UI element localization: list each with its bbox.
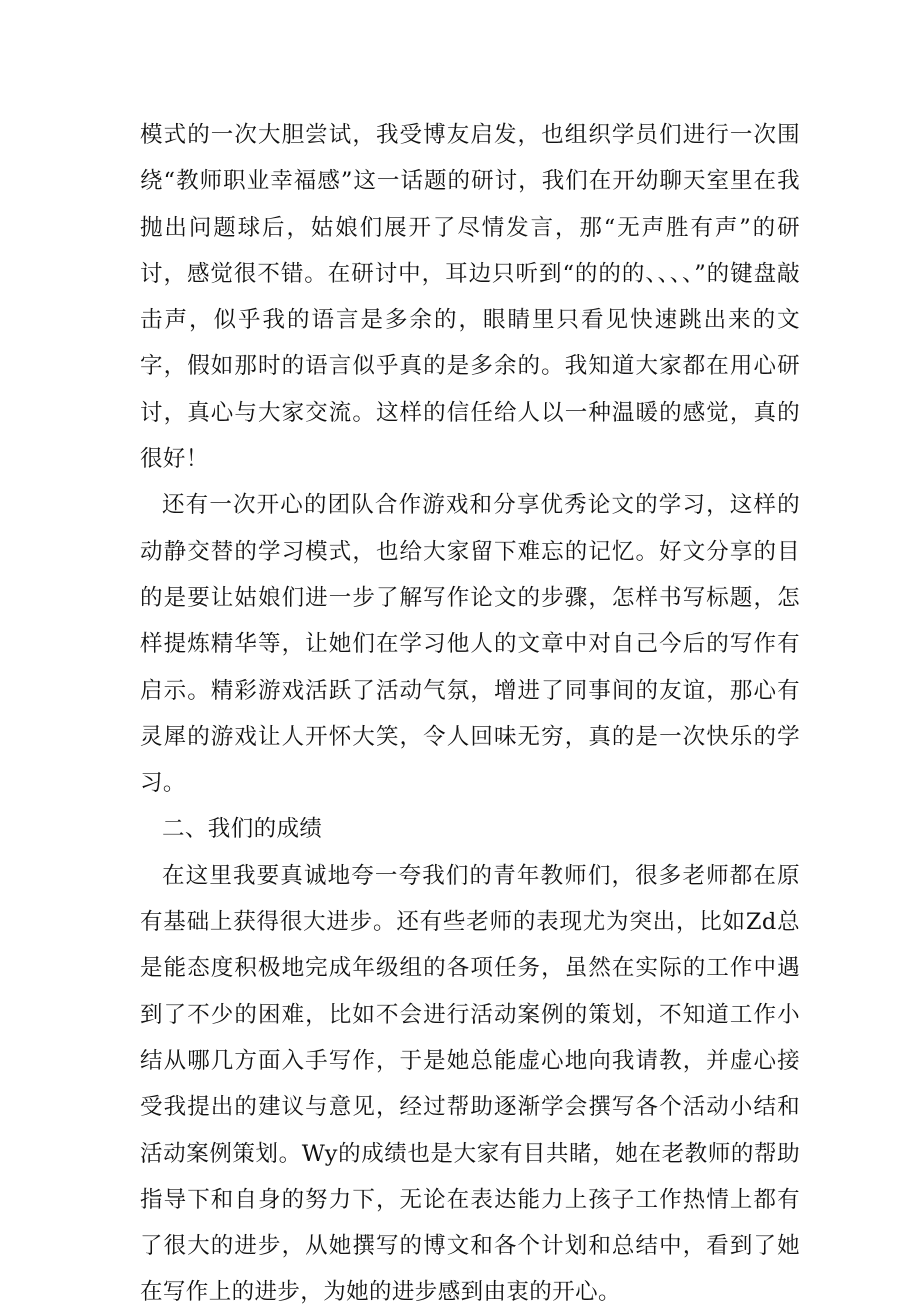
paragraph-team-activities: 还有一次开心的团队合作游戏和分享优秀论文的学习，这样的动静交替的学习模式，也给大家留下难忘的记忆。好文分享的目的是要让姑娘们进一步了解写作论文的步骤，怎样书写标题，怎样提炼精华等，让她们在学习他人的文章中对自己今后的写作有启示。精彩游戏活跃了活动气氛，增进了同事间的友谊，那心有灵犀的游戏让人开怀大笑，令人回味无穷，真的是一次快乐的学习。 [140,492,800,797]
paragraph-achievements: 在这里我要真诚地夸一夸我们的青年教师们，很多老师都在原有基础上获得很大进步。还有些老师的表现尤为突出，比如Zd总是能态度积极地完成年级组的各项任务，虽然在实际的工作中遇到了不少的困难，比如不会进行活动案例的策划，不知道工作小结从哪几方面入手写作，于是她总能虚心地向我请教，并虚心接受我提出的建议与意见，经过帮助逐渐学会撰写各个活动小结和活动案例策划。Wy的成绩也是大家有目共睹，她在老教师的帮助指导下和自身的努力下，无论在表达能力上孩子工作热情上都有了很大的进步，从她撰写的博文和各个计划和总结中，看到了她在写作上的进步，为她的进步感到由衷的开心。 [140,862,800,1306]
section-heading-achievements: 二、我们的成绩 [162,816,323,843]
paragraph-continued: 模式的一次大胆尝试，我受博友启发，也组织学员们进行一次围绕“教师职业幸福感”这一话题的研讨，我们在开幼聊天室里在我抛出问题球后，姑娘们展开了尽情发言，那“无声胜有声”的研讨，感觉很不错。在研讨中，耳边只听到“的的的、、、、”的键盘敲击声，似乎我的语言是多余的，眼睛里只看见快速跳出来的文字，假如那时的语言似乎真的是多余的。我知道大家都在用心研讨，真心与大家交流。这样的信任给人以一种温暖的感觉，真的很好！ [140,122,800,473]
document-body [140,112,800,1316]
